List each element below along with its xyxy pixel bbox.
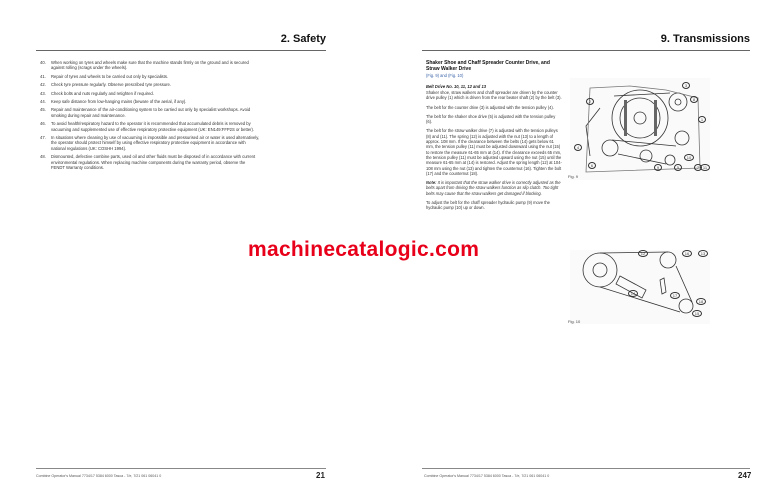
list-item: 45. Repair and maintenance of the air-conditioning system to be carried out only by specialist workshops. Avoid smoking during repair and maintenance.	[40, 107, 251, 118]
callout: 15	[692, 310, 702, 317]
text-column	[426, 60, 562, 215]
page-number: 247	[738, 471, 752, 480]
list-item: 41. Repair of tyres and wheels to be carried out only by specialists.	[40, 73, 169, 79]
watermark-text: machinecatalogic.com	[248, 238, 480, 261]
note-text: It is important that the straw walker drive is correctly adjusted as the belts apart from driving the straw walkers function as slip clutch. Too tight belts may cause that the straw walkers get damaged if blocking.	[426, 180, 561, 196]
paragraph: Shaker shoe, straw walkers and chaff spreader are driven by the counter drive pulley (1) which is driven from the rear beater shaft (2) by the belt (3).	[426, 90, 562, 101]
callout: 3	[682, 82, 690, 89]
callout: 1	[698, 116, 706, 123]
callout: 4	[574, 144, 582, 151]
list-item: 47. In situations where cleaning by use of vacuuming is impossible and pressurised air or water is used alternatively, the operator should protect himself by using effective respiratory protective equipment in accordance with national regulations (UK: COSHH 1994).	[40, 135, 260, 151]
list-item: 42. Check tyre pressure regularly. Observe prescribed tyre pressure.	[40, 82, 172, 88]
list-item: 46. To avoid health/respiratory hazard to the operator it is recommended that accumulated debris is removed by vacuuming and supplemented use of effective respiratory protective equipment (UK: EN149:FFP2S or better).	[40, 121, 255, 132]
header-rule	[422, 50, 750, 51]
list-item: 40. When working on tyres and wheels make sure that the machine stands firmly on the ground and is secured against rolling (scrags under the wheels).	[40, 60, 249, 71]
callout: 5	[674, 164, 682, 171]
callout: 16	[682, 250, 692, 257]
callout: 14	[628, 290, 638, 297]
figure-10-walker-drive-diagram	[570, 250, 710, 324]
page-footer: Combine Operator's Manual 7734/17 5384 6000 Tasca - 7/e, 7/21 061 06041 0	[36, 474, 162, 478]
section-title-safety: 2. Safety	[280, 33, 326, 45]
callout: 11	[700, 164, 710, 171]
callout: 18	[696, 298, 706, 305]
callout: 10	[684, 154, 694, 161]
callout: 7	[694, 164, 702, 171]
figure-10-label: Fig. 10	[568, 319, 581, 324]
callout: 6	[588, 162, 596, 169]
paragraph: The belt for the counter drive (3) is adjusted with the tension pulley (4).	[426, 104, 554, 110]
list-item: 48. Dismounted, defective combine parts, used oil and other fluids must be disposed of in accordance with current environmental regulations. When replacing machine components during the warranty period, observe the FENDT Warranty conditions.	[40, 154, 256, 171]
header-rule	[36, 50, 326, 51]
figure-reference-link[interactable]: (Fig. 9) and (Fig. 10)	[426, 73, 464, 79]
callout: 2	[586, 98, 594, 105]
footer-rule	[36, 468, 326, 469]
page-footer: Combine Operator's Manual 7734/17 5384 6000 Tasca - 7/e, 7/21 061 06041 0	[424, 474, 550, 478]
section-title-transmissions: 9. Transmissions	[660, 33, 750, 45]
callout: 17	[670, 292, 680, 299]
note	[426, 180, 562, 196]
note-label: Note:	[426, 180, 437, 186]
figure-9-label: Fig. 9	[568, 174, 579, 179]
callout: 9	[654, 164, 662, 171]
paragraph: The belt for the straw walker drive (7) is adjusted with the tension pulleys (8) and (11). The spring (12) is adjusted with the nut (13) to a length of approx. 108 mm. If the clearance between the belts (14) gets below 61 mm, the tension pulley (11) must be adjusted downward using the nut (15) to restore the measure 61-65 mm at (14). If the clearance exceeds 65 mm, the tension pulley (11) must be adjusted upward using the nut (15) until the measure 61-65 mm at (14) is restored. Adjust the spring length (12) at 104-108 mm using the nut (13) and tighten the counternut (16). Tighten the bolt (17) and the counternut (18).	[426, 128, 562, 176]
callout: 12	[638, 250, 648, 257]
list-item: 43. Check bolts and nuts regularly and retighten if required.	[40, 90, 154, 96]
page-number: 21	[316, 471, 325, 480]
safety-list	[40, 60, 260, 174]
list-item: 44. Keep safe distance from low-hanging mains (beware of the aerial, if any).	[40, 99, 187, 105]
figure-9-drive-diagram	[570, 78, 710, 180]
footer-rule	[422, 468, 750, 469]
callout: 13	[698, 250, 708, 257]
straw-walker-illustration	[570, 250, 710, 324]
paragraph: The belt for the shaker shoe drive (5) is adjusted with the tension pulley (6).	[426, 113, 556, 125]
callout: 8	[690, 96, 698, 103]
paragraph: To adjust the belt for the chaff spreader hydraulic pump (9) move the hydraulic pump (10) up or down.	[426, 200, 550, 211]
section-heading: Shaker Shoe and Chaff Spreader Counter Drive, and Straw Walker Drive	[426, 60, 550, 73]
subheading: Belt Drive No. 10, 11, 12 and 13	[426, 83, 486, 89]
